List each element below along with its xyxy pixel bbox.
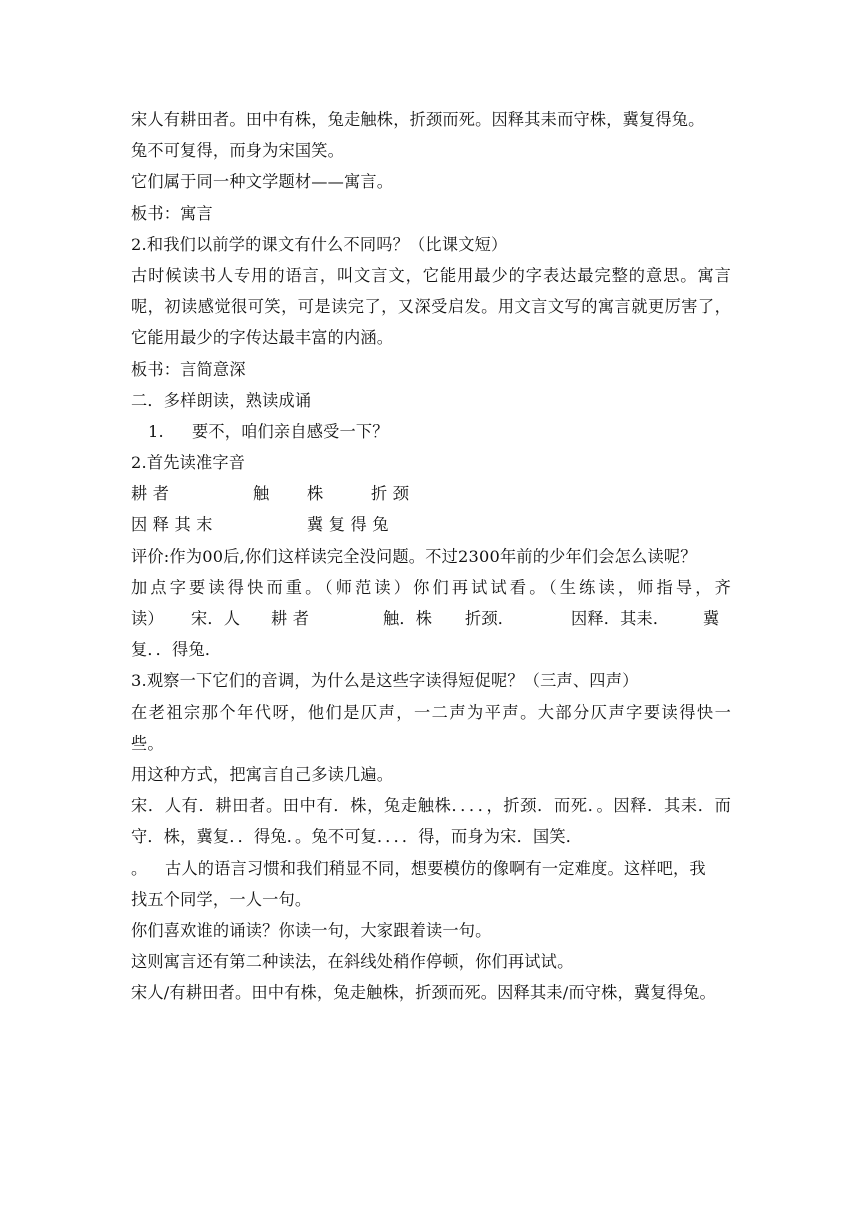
word: 读）: [131, 609, 164, 628]
text-line: 用这种方式，把寓言自己多读几遍。: [131, 764, 394, 784]
text-line: [131, 853, 731, 884]
pronunciation-row: [131, 509, 731, 540]
word: 折颈．: [465, 609, 515, 628]
item-text: 要不，咱们亲自感受一下？: [192, 421, 389, 441]
word: 触．株: [383, 609, 433, 628]
text-line: 2.和我们以前学的课文有什么不同吗？（比课文短）: [131, 234, 508, 254]
reading-row: [131, 603, 731, 634]
word: 冀: [703, 609, 720, 628]
word: 宋．人: [191, 609, 241, 628]
blackboard-note: 板书：言简意深: [131, 359, 246, 379]
text-line: 呢，初读感觉很可笑，可是读完了，又深受启发。用文言文写的寓言就更厉害了，: [131, 297, 731, 317]
item-number: 1.: [148, 421, 164, 441]
text-line: 宋人/有耕田者。田中有株，兔走触株，折颈而死。因释其耒/而守株，冀复得兔。: [131, 983, 716, 1003]
leading-mark: 。: [131, 858, 148, 878]
text-line: 兔不可复得，而身为宋国笑。: [131, 141, 345, 161]
text-line: 找五个同学，一人一句。: [131, 889, 312, 909]
line-text: 古人的语言习惯和我们稍显不同，想要模仿的像啊有一定难度。这样吧，我: [165, 858, 706, 878]
text-line: 古时候读书人专用的语言，叫文言文，它能用最少的字表达最完整的意思。寓言: [131, 265, 731, 285]
section-heading: 二．多样朗读，熟读成诵: [131, 390, 312, 410]
text-line: 你们喜欢谁的诵读？你读一句，大家跟着读一句。: [131, 920, 492, 940]
text-line: 这则寓言还有第二种读法，在斜线处稍作停顿，你们再试试。: [131, 952, 574, 972]
text-line: 宋．人有．耕田者。田中有．株，兔走触株．．．．，折颈．而死．。因释．其耒．而: [131, 796, 731, 816]
text-line: 宋人有耕田者。田中有株，兔走触株，折颈而死。因释其耒而守株，冀复得兔。: [131, 110, 705, 129]
text-line: 守．株，冀复．．得兔．。兔不可复．．．．得，而身为宋．国笑．: [131, 827, 583, 847]
text-line: 它们属于同一种文学题材——寓言。: [131, 172, 394, 192]
word: 耕 者: [131, 484, 170, 504]
text-line: 些。: [131, 733, 164, 753]
numbered-item: [131, 416, 731, 447]
word: 冀 复 得 兔: [307, 515, 389, 535]
text-line: 加点字要读得快而重。（师范读）你们再试试看。（生练读，师指导，齐: [131, 577, 731, 597]
lesson-text: [131, 104, 731, 1008]
text-line: 3.观察一下它们的音调，为什么是这些字读得短促呢？（三声、四声）: [131, 671, 639, 691]
text-line: 在老祖宗那个年代呀，他们是仄声，一二声为平声。大部分仄声字要读得快一: [131, 702, 731, 722]
word: 触: [253, 484, 270, 504]
word: 株: [307, 484, 324, 504]
text-line: 复．．得兔．: [131, 640, 222, 660]
text-line: 评价:作为00后,你们这样读完全没问题。不过2300年前的少年们会怎么读呢？: [131, 546, 697, 566]
word: 折 颈: [371, 484, 410, 504]
blackboard-note: 板书：寓言: [131, 203, 213, 223]
text-line: 它能用最少的字传达最丰富的内涵。: [131, 328, 394, 348]
word: 因释．其耒．: [571, 609, 670, 628]
word: 耕 者: [271, 609, 310, 628]
pronunciation-row: [131, 478, 731, 509]
word: 因 释 其 末: [131, 515, 213, 535]
text-line: 2.首先读准字音: [131, 453, 246, 473]
